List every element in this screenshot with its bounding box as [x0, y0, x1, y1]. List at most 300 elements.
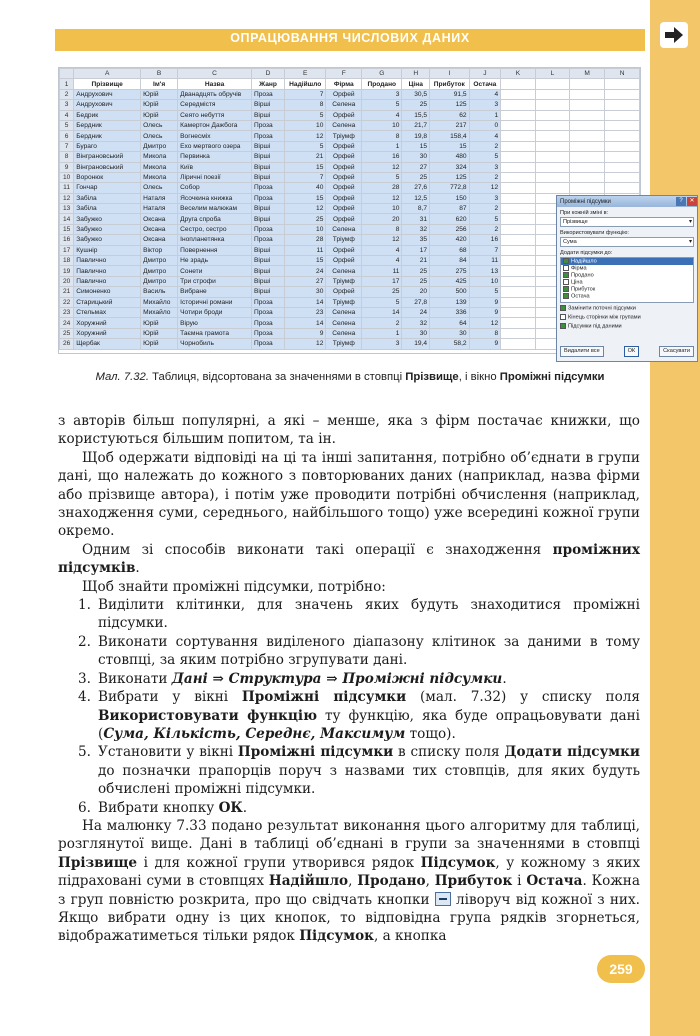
- table-cell[interactable]: 19,4: [402, 339, 430, 349]
- table-cell[interactable]: 3: [469, 100, 501, 110]
- table-cell[interactable]: 5: [362, 172, 402, 182]
- table-cell[interactable]: [535, 141, 569, 151]
- table-cell[interactable]: [501, 328, 536, 338]
- table-cell[interactable]: [605, 131, 640, 141]
- question-icon[interactable]: ?: [676, 197, 686, 206]
- table-cell[interactable]: Юрій: [141, 328, 178, 338]
- table-cell[interactable]: 21: [285, 152, 326, 162]
- table-cell[interactable]: Орфей: [326, 204, 362, 214]
- table-cell[interactable]: 139: [430, 297, 470, 307]
- table-cell[interactable]: 17: [362, 276, 402, 286]
- table-cell[interactable]: 87: [430, 204, 470, 214]
- table-cell[interactable]: Веселим малюкам: [178, 204, 252, 214]
- table-cell[interactable]: [570, 141, 605, 151]
- table-cell[interactable]: [605, 100, 640, 110]
- table-cell[interactable]: [535, 162, 569, 172]
- table-cell[interactable]: 68: [430, 245, 470, 255]
- column-header[interactable]: D: [251, 69, 284, 79]
- table-cell[interactable]: Орфей: [326, 256, 362, 266]
- table-cell[interactable]: Проза: [251, 193, 284, 203]
- table-cell[interactable]: Ім'я: [141, 79, 178, 89]
- table-cell[interactable]: 25: [402, 276, 430, 286]
- table-cell[interactable]: 21,7: [402, 120, 430, 130]
- table-cell[interactable]: 15: [285, 162, 326, 172]
- table-cell[interactable]: Проза: [251, 235, 284, 245]
- table-cell[interactable]: Бердник: [74, 120, 141, 130]
- row-header[interactable]: 22: [60, 297, 74, 307]
- table-cell[interactable]: 5: [469, 287, 501, 297]
- table-cell[interactable]: 12,5: [402, 193, 430, 203]
- table-cell[interactable]: Тріумф: [326, 235, 362, 245]
- table-cell[interactable]: 7: [285, 89, 326, 99]
- table-cell[interactable]: [570, 183, 605, 193]
- table-cell[interactable]: Орфей: [326, 287, 362, 297]
- table-cell[interactable]: 7: [285, 172, 326, 182]
- table-cell[interactable]: 620: [430, 214, 470, 224]
- table-cell[interactable]: 480: [430, 152, 470, 162]
- table-cell[interactable]: 11: [285, 245, 326, 255]
- table-cell[interactable]: Забіла: [74, 204, 141, 214]
- table-cell[interactable]: 25: [402, 172, 430, 182]
- list-item[interactable]: Надійшло: [561, 258, 693, 265]
- table-cell[interactable]: [501, 79, 536, 89]
- table-cell[interactable]: Вірші: [251, 214, 284, 224]
- table-cell[interactable]: [535, 89, 569, 99]
- table-cell[interactable]: 25: [285, 214, 326, 224]
- row-header[interactable]: 9: [60, 162, 74, 172]
- table-cell[interactable]: 30: [402, 152, 430, 162]
- table-cell[interactable]: Проза: [251, 89, 284, 99]
- row-header[interactable]: 14: [60, 214, 74, 224]
- table-cell[interactable]: Ехо мертвого озера: [178, 141, 252, 151]
- column-header[interactable]: [60, 69, 74, 79]
- table-cell[interactable]: 25: [362, 287, 402, 297]
- table-cell[interactable]: Вибране: [178, 287, 252, 297]
- table-cell[interactable]: [605, 162, 640, 172]
- table-cell[interactable]: Вірші: [251, 141, 284, 151]
- table-cell[interactable]: Віктор: [141, 245, 178, 255]
- row-header[interactable]: 18: [60, 256, 74, 266]
- table-cell[interactable]: Микола: [141, 152, 178, 162]
- table-cell[interactable]: 5: [362, 100, 402, 110]
- table-cell[interactable]: 324: [430, 162, 470, 172]
- table-cell[interactable]: Гончар: [74, 183, 141, 193]
- table-cell[interactable]: 20: [362, 214, 402, 224]
- table-cell[interactable]: Бедрик: [74, 110, 141, 120]
- table-cell[interactable]: Селена: [326, 100, 362, 110]
- table-cell[interactable]: Вірші: [251, 162, 284, 172]
- table-cell[interactable]: 12: [469, 318, 501, 328]
- table-cell[interactable]: 0: [469, 120, 501, 130]
- table-cell[interactable]: Хоружний: [74, 328, 141, 338]
- table-cell[interactable]: 4: [469, 89, 501, 99]
- table-cell[interactable]: Орфей: [326, 152, 362, 162]
- table-cell[interactable]: 31: [402, 214, 430, 224]
- row-header[interactable]: 8: [60, 152, 74, 162]
- row-header[interactable]: 3: [60, 100, 74, 110]
- list-item[interactable]: Ціна: [561, 279, 693, 286]
- close-icon[interactable]: ✕: [687, 197, 697, 206]
- row-header[interactable]: 24: [60, 318, 74, 328]
- table-cell[interactable]: [570, 172, 605, 182]
- table-cell[interactable]: Жанр: [251, 79, 284, 89]
- table-cell[interactable]: Проза: [251, 120, 284, 130]
- list-item[interactable]: Остача: [561, 293, 693, 300]
- table-cell[interactable]: [501, 131, 536, 141]
- table-cell[interactable]: 10: [469, 276, 501, 286]
- column-header[interactable]: G: [362, 69, 402, 79]
- row-header[interactable]: 10: [60, 172, 74, 182]
- table-cell[interactable]: 11: [469, 256, 501, 266]
- table-cell[interactable]: Сестро, сестро: [178, 224, 252, 234]
- table-cell[interactable]: Ясочкина книжка: [178, 193, 252, 203]
- table-cell[interactable]: Оксана: [141, 235, 178, 245]
- table-cell[interactable]: Вірші: [251, 100, 284, 110]
- table-cell[interactable]: Олесь: [141, 120, 178, 130]
- table-cell[interactable]: 500: [430, 287, 470, 297]
- table-cell[interactable]: 5: [469, 214, 501, 224]
- row-header[interactable]: 19: [60, 266, 74, 276]
- table-cell[interactable]: 10: [362, 120, 402, 130]
- table-cell[interactable]: Микола: [141, 172, 178, 182]
- table-cell[interactable]: [501, 339, 536, 349]
- table-cell[interactable]: [605, 141, 640, 151]
- table-cell[interactable]: Селена: [326, 307, 362, 317]
- row-header[interactable]: 13: [60, 204, 74, 214]
- table-cell[interactable]: 5: [285, 110, 326, 120]
- columns-listbox[interactable]: [560, 257, 694, 303]
- table-cell[interactable]: 24: [402, 307, 430, 317]
- table-cell[interactable]: 14: [285, 297, 326, 307]
- table-cell[interactable]: 12: [469, 183, 501, 193]
- table-cell[interactable]: Селена: [326, 224, 362, 234]
- table-cell[interactable]: Остача: [469, 79, 501, 89]
- table-cell[interactable]: Проза: [251, 131, 284, 141]
- column-header[interactable]: K: [501, 69, 536, 79]
- table-cell[interactable]: [535, 131, 569, 141]
- column-header[interactable]: C: [178, 69, 252, 79]
- table-cell[interactable]: [501, 141, 536, 151]
- table-cell[interactable]: 10: [285, 224, 326, 234]
- table-cell[interactable]: Проза: [251, 183, 284, 193]
- table-cell[interactable]: 17: [402, 245, 430, 255]
- table-cell[interactable]: Тріумф: [326, 297, 362, 307]
- table-cell[interactable]: Олесь: [141, 131, 178, 141]
- table-cell[interactable]: Михайло: [141, 297, 178, 307]
- table-cell[interactable]: [605, 79, 640, 89]
- table-cell[interactable]: 58,2: [430, 339, 470, 349]
- table-cell[interactable]: Вірші: [251, 204, 284, 214]
- table-cell[interactable]: 10: [362, 204, 402, 214]
- column-header[interactable]: B: [141, 69, 178, 79]
- table-cell[interactable]: Прибуток: [430, 79, 470, 89]
- table-cell[interactable]: 30: [285, 287, 326, 297]
- list-item[interactable]: Прибуток: [561, 286, 693, 293]
- table-cell[interactable]: 15,5: [402, 110, 430, 120]
- table-cell[interactable]: 3: [362, 89, 402, 99]
- table-cell[interactable]: 12: [285, 131, 326, 141]
- table-cell[interactable]: [570, 100, 605, 110]
- table-cell[interactable]: Назва: [178, 79, 252, 89]
- table-cell[interactable]: 9: [469, 307, 501, 317]
- table-cell[interactable]: 425: [430, 276, 470, 286]
- table-cell[interactable]: 5: [469, 152, 501, 162]
- table-cell[interactable]: 91,5: [430, 89, 470, 99]
- table-cell[interactable]: Вінграновський: [74, 152, 141, 162]
- table-cell[interactable]: Камертон Дажбога: [178, 120, 252, 130]
- table-cell[interactable]: [535, 152, 569, 162]
- table-cell[interactable]: 64: [430, 318, 470, 328]
- table-cell[interactable]: Проза: [251, 307, 284, 317]
- list-item[interactable]: Фірма: [561, 265, 693, 272]
- table-cell[interactable]: Юрій: [141, 89, 178, 99]
- table-cell[interactable]: [501, 318, 536, 328]
- table-cell[interactable]: 7: [469, 245, 501, 255]
- table-cell[interactable]: 2: [469, 172, 501, 182]
- table-cell[interactable]: Забужко: [74, 224, 141, 234]
- table-cell[interactable]: Середмістя: [178, 100, 252, 110]
- table-cell[interactable]: [501, 297, 536, 307]
- table-cell[interactable]: [501, 224, 536, 234]
- table-cell[interactable]: 23: [285, 307, 326, 317]
- table-cell[interactable]: 30: [402, 328, 430, 338]
- table-cell[interactable]: Орфей: [326, 245, 362, 255]
- column-header[interactable]: A: [74, 69, 141, 79]
- cancel-button[interactable]: Скасувати: [659, 346, 694, 357]
- table-cell[interactable]: Тріумф: [326, 276, 362, 286]
- table-cell[interactable]: Тріумф: [326, 131, 362, 141]
- table-cell[interactable]: 2: [362, 318, 402, 328]
- table-cell[interactable]: Проза: [251, 297, 284, 307]
- table-cell[interactable]: Дмитро: [141, 276, 178, 286]
- row-header[interactable]: 15: [60, 224, 74, 234]
- row-header[interactable]: 5: [60, 120, 74, 130]
- table-cell[interactable]: 275: [430, 266, 470, 276]
- table-cell[interactable]: Проза: [251, 339, 284, 349]
- table-cell[interactable]: Друга спроба: [178, 214, 252, 224]
- table-cell[interactable]: [605, 183, 640, 193]
- table-cell[interactable]: Орфей: [326, 172, 362, 182]
- table-cell[interactable]: Орфей: [326, 141, 362, 151]
- table-cell[interactable]: 158,4: [430, 131, 470, 141]
- table-cell[interactable]: Чотири броди: [178, 307, 252, 317]
- table-cell[interactable]: [570, 152, 605, 162]
- table-cell[interactable]: 27: [402, 162, 430, 172]
- table-cell[interactable]: 12: [362, 162, 402, 172]
- table-cell[interactable]: Вірші: [251, 152, 284, 162]
- table-cell[interactable]: Первинка: [178, 152, 252, 162]
- table-cell[interactable]: Ліричні поезії: [178, 172, 252, 182]
- table-cell[interactable]: Вірші: [251, 266, 284, 276]
- option-below[interactable]: Підсумки під даними: [560, 323, 694, 330]
- table-cell[interactable]: 2: [469, 224, 501, 234]
- table-cell[interactable]: 13: [469, 266, 501, 276]
- table-cell[interactable]: Наталя: [141, 193, 178, 203]
- table-cell[interactable]: 256: [430, 224, 470, 234]
- table-cell[interactable]: Не зрадь: [178, 256, 252, 266]
- table-cell[interactable]: Сонети: [178, 266, 252, 276]
- table-cell[interactable]: [535, 120, 569, 130]
- table-cell[interactable]: 12: [285, 339, 326, 349]
- table-cell[interactable]: 1: [469, 110, 501, 120]
- row-header[interactable]: 7: [60, 141, 74, 151]
- table-cell[interactable]: 2: [469, 141, 501, 151]
- table-cell[interactable]: 5: [362, 297, 402, 307]
- table-cell[interactable]: 2: [469, 204, 501, 214]
- table-cell[interactable]: 125: [430, 100, 470, 110]
- table-cell[interactable]: 12: [362, 193, 402, 203]
- table-cell[interactable]: Інопланетянка: [178, 235, 252, 245]
- table-cell[interactable]: 15: [285, 193, 326, 203]
- table-cell[interactable]: Павлично: [74, 276, 141, 286]
- column-header[interactable]: J: [469, 69, 501, 79]
- table-cell[interactable]: Юрій: [141, 318, 178, 328]
- table-cell[interactable]: Вірші: [251, 276, 284, 286]
- column-header[interactable]: M: [570, 69, 605, 79]
- table-cell[interactable]: Юрій: [141, 100, 178, 110]
- table-cell[interactable]: Андрухович: [74, 100, 141, 110]
- table-cell[interactable]: [501, 110, 536, 120]
- table-cell[interactable]: Стельмах: [74, 307, 141, 317]
- table-cell[interactable]: Михайло: [141, 307, 178, 317]
- table-cell[interactable]: Орфей: [326, 183, 362, 193]
- table-cell[interactable]: Собор: [178, 183, 252, 193]
- table-cell[interactable]: 336: [430, 307, 470, 317]
- table-cell[interactable]: 30,5: [402, 89, 430, 99]
- table-cell[interactable]: Вірую: [178, 318, 252, 328]
- table-cell[interactable]: Забужко: [74, 214, 141, 224]
- table-cell[interactable]: [501, 256, 536, 266]
- table-cell[interactable]: 217: [430, 120, 470, 130]
- table-cell[interactable]: [570, 89, 605, 99]
- table-cell[interactable]: 21: [402, 256, 430, 266]
- table-cell[interactable]: 9: [469, 297, 501, 307]
- table-cell[interactable]: Наталя: [141, 204, 178, 214]
- table-cell[interactable]: Щербак: [74, 339, 141, 349]
- table-cell[interactable]: 8: [362, 224, 402, 234]
- table-cell[interactable]: 4: [362, 110, 402, 120]
- table-cell[interactable]: 4: [362, 245, 402, 255]
- table-cell[interactable]: Проза: [251, 328, 284, 338]
- table-cell[interactable]: 9: [469, 339, 501, 349]
- table-cell[interactable]: Вогнесміх: [178, 131, 252, 141]
- table-cell[interactable]: Хоружний: [74, 318, 141, 328]
- table-cell[interactable]: 28: [285, 235, 326, 245]
- table-cell[interactable]: [501, 307, 536, 317]
- table-cell[interactable]: 14: [362, 307, 402, 317]
- table-cell[interactable]: [605, 89, 640, 99]
- table-cell[interactable]: 11: [362, 266, 402, 276]
- table-cell[interactable]: [605, 120, 640, 130]
- table-cell[interactable]: [501, 287, 536, 297]
- table-cell[interactable]: 1: [362, 141, 402, 151]
- table-cell[interactable]: 4: [469, 131, 501, 141]
- table-cell[interactable]: Симоненко: [74, 287, 141, 297]
- column-header[interactable]: N: [605, 69, 640, 79]
- table-cell[interactable]: 4: [362, 256, 402, 266]
- table-cell[interactable]: 15: [402, 141, 430, 151]
- table-cell[interactable]: [605, 110, 640, 120]
- list-item[interactable]: Продано: [561, 272, 693, 279]
- table-cell[interactable]: [501, 162, 536, 172]
- table-cell[interactable]: Юрій: [141, 339, 178, 349]
- table-cell[interactable]: Василь: [141, 287, 178, 297]
- table-cell[interactable]: 15: [285, 256, 326, 266]
- row-header[interactable]: 23: [60, 307, 74, 317]
- table-cell[interactable]: Воронюк: [74, 172, 141, 182]
- row-header[interactable]: 21: [60, 287, 74, 297]
- table-cell[interactable]: [501, 235, 536, 245]
- remove-all-button[interactable]: Видалити все: [560, 346, 604, 357]
- table-cell[interactable]: 16: [362, 152, 402, 162]
- table-cell[interactable]: Вірші: [251, 172, 284, 182]
- table-cell[interactable]: [501, 204, 536, 214]
- table-cell[interactable]: Прізвище: [74, 79, 141, 89]
- table-cell[interactable]: Забужко: [74, 235, 141, 245]
- table-cell[interactable]: Дмитро: [141, 141, 178, 151]
- table-cell[interactable]: 27,6: [402, 183, 430, 193]
- table-cell[interactable]: 150: [430, 193, 470, 203]
- table-cell[interactable]: Три строфи: [178, 276, 252, 286]
- table-cell[interactable]: Вірші: [251, 256, 284, 266]
- table-cell[interactable]: Орфей: [326, 214, 362, 224]
- table-cell[interactable]: 3: [469, 162, 501, 172]
- table-cell[interactable]: [535, 183, 569, 193]
- table-cell[interactable]: Чорнобиль: [178, 339, 252, 349]
- table-cell[interactable]: Ціна: [402, 79, 430, 89]
- table-cell[interactable]: Вінграновський: [74, 162, 141, 172]
- table-cell[interactable]: 35: [402, 235, 430, 245]
- ok-button[interactable]: ОК: [624, 346, 640, 357]
- table-cell[interactable]: [570, 79, 605, 89]
- table-cell[interactable]: Андрухович: [74, 89, 141, 99]
- table-cell[interactable]: [535, 79, 569, 89]
- table-cell[interactable]: Селена: [326, 266, 362, 276]
- table-cell[interactable]: [535, 172, 569, 182]
- table-cell[interactable]: Історичні романи: [178, 297, 252, 307]
- table-cell[interactable]: 40: [285, 183, 326, 193]
- row-header[interactable]: 1: [60, 79, 74, 89]
- table-cell[interactable]: 15: [430, 141, 470, 151]
- table-cell[interactable]: 5: [285, 141, 326, 151]
- row-header[interactable]: 2: [60, 89, 74, 99]
- table-cell[interactable]: [501, 266, 536, 276]
- column-header[interactable]: I: [430, 69, 470, 79]
- table-cell[interactable]: 28: [362, 183, 402, 193]
- table-cell[interactable]: Дмитро: [141, 266, 178, 276]
- table-cell[interactable]: 25: [402, 100, 430, 110]
- table-cell[interactable]: 12: [285, 204, 326, 214]
- table-cell[interactable]: 25: [402, 266, 430, 276]
- table-cell[interactable]: Орфей: [326, 89, 362, 99]
- table-cell[interactable]: Бердник: [74, 131, 141, 141]
- column-header[interactable]: F: [326, 69, 362, 79]
- table-cell[interactable]: Юрій: [141, 110, 178, 120]
- table-cell[interactable]: 8: [469, 328, 501, 338]
- table-cell[interactable]: 1: [362, 328, 402, 338]
- table-cell[interactable]: 9: [285, 328, 326, 338]
- row-header[interactable]: 17: [60, 245, 74, 255]
- table-cell[interactable]: [570, 120, 605, 130]
- table-cell[interactable]: [501, 183, 536, 193]
- table-cell[interactable]: Орфей: [326, 110, 362, 120]
- row-header[interactable]: 4: [60, 110, 74, 120]
- table-cell[interactable]: [535, 100, 569, 110]
- table-cell[interactable]: Повернення: [178, 245, 252, 255]
- table-cell[interactable]: 10: [285, 120, 326, 130]
- table-cell[interactable]: Бураго: [74, 141, 141, 151]
- table-cell[interactable]: Фірма: [326, 79, 362, 89]
